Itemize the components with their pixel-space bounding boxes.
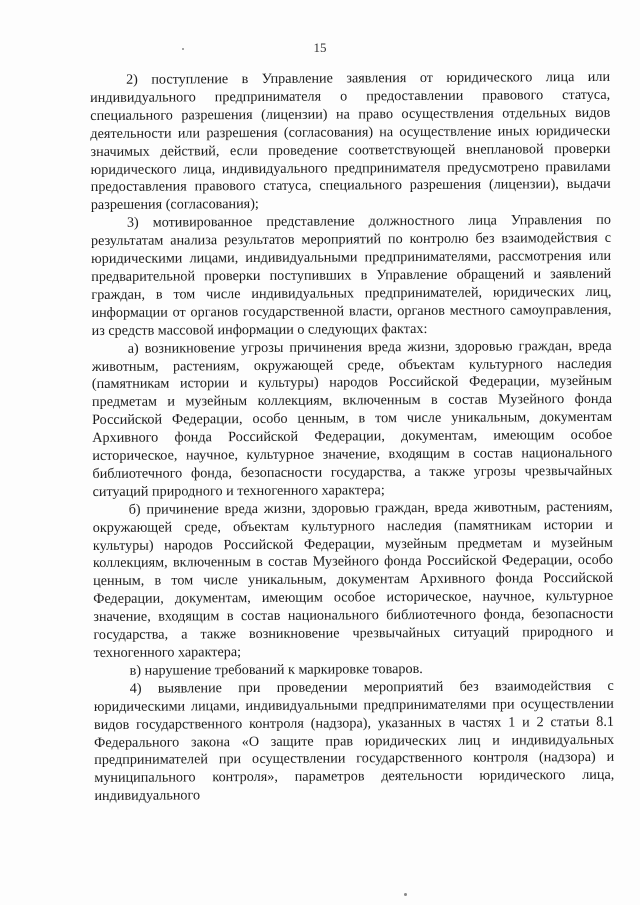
scan-speck xyxy=(404,893,407,896)
paragraph-subitem-a: а) возникновение угрозы причинения вреда жизни, здоровью граждан, вреда животным, растениям, окружающей среде, объектам культурного наследия (памятникам истории и культуры) народов Российской Федерации, музейным предметам и музейным коллекциям, включенным в состав Музейного фонда Российской Федерации, особо ценным, в том числе уникальным, документам Архивного фонда Российской Федерации, документам, имеющим особое историческое, научное, культурное значение, входящим в состав национального библиотечного фонда, безопасности государства, а также угрозы чрезвычайных ситуаций природного и техногенного характера; xyxy=(91,337,613,500)
paragraph-subitem-b: б) причинение вреда жизни, здоровью граждан, вреда животным, растениям, окружающей среде, объектам культурного наследия (памятникам истории и культуры) народов Российской Федерации, музейным предметам и музейным коллекциям, включенным в состав Музейного фонда Российской Федерации, особо ценным, в том числе уникальным, документам Архивного фонда Российской Федерации, документам, имеющим особое историческое, научное, культурное значение, входящим в состав национального библиотечного фонда, безопасности государства, а также возникновение чрезвычайных ситуаций природного и техногенного характера; xyxy=(92,498,614,661)
scan-speck xyxy=(182,48,184,50)
paragraph-item-3: 3) мотивированное представление должностного лица Управления по результатам анализа результатов мероприятий по контролю без взаимодействия с юридическими лицами, индивидуальными предпринимателями, рассмотрения или предварительной проверки поступивших в Управление обращений и заявлений граждан, в том числе индивидуальных предпринимателей, юридических лиц, информации от органов государственной власти, органов местного самоуправления, из средств массовой информации о следующих фактах: xyxy=(90,212,612,339)
page-number: 15 xyxy=(313,40,327,55)
paragraph-subitem-v: в) нарушение требований к маркировке товаров. xyxy=(129,660,423,679)
paragraph-item-4: 4) выявление при проведении мероприятий без взаимодействия с юридическими лицами, индивидуальными предпринимателями при осуществлении видов государственного контроля (надзора), указанных в частях 1 и 2 статьи 8.1 Федерального закона «О защите прав юридических лиц и индивидуальных предпринимателей при осуществлении государственного контроля (надзора) и муниципального контроля», параметров деятельности юридического лица, индивидуального xyxy=(93,677,615,805)
document-body xyxy=(90,69,614,806)
paragraph-item-2: 2) поступление в Управление заявления от юридического лица или индивидуального предпринимателя о предоставлении правового статуса, специального разрешения (лицензии) на право осуществления отдельных видов деятельности или разрешения (согласования) на осуществление иных юридически значимых действий, если проведение соответствующей внеплановой проверки юридического лица, индивидуального предпринимателя предусмотрено правилами предоставления правового статуса, специального разрешения (лицензии), выдачи разрешения (согласования); xyxy=(90,68,611,214)
